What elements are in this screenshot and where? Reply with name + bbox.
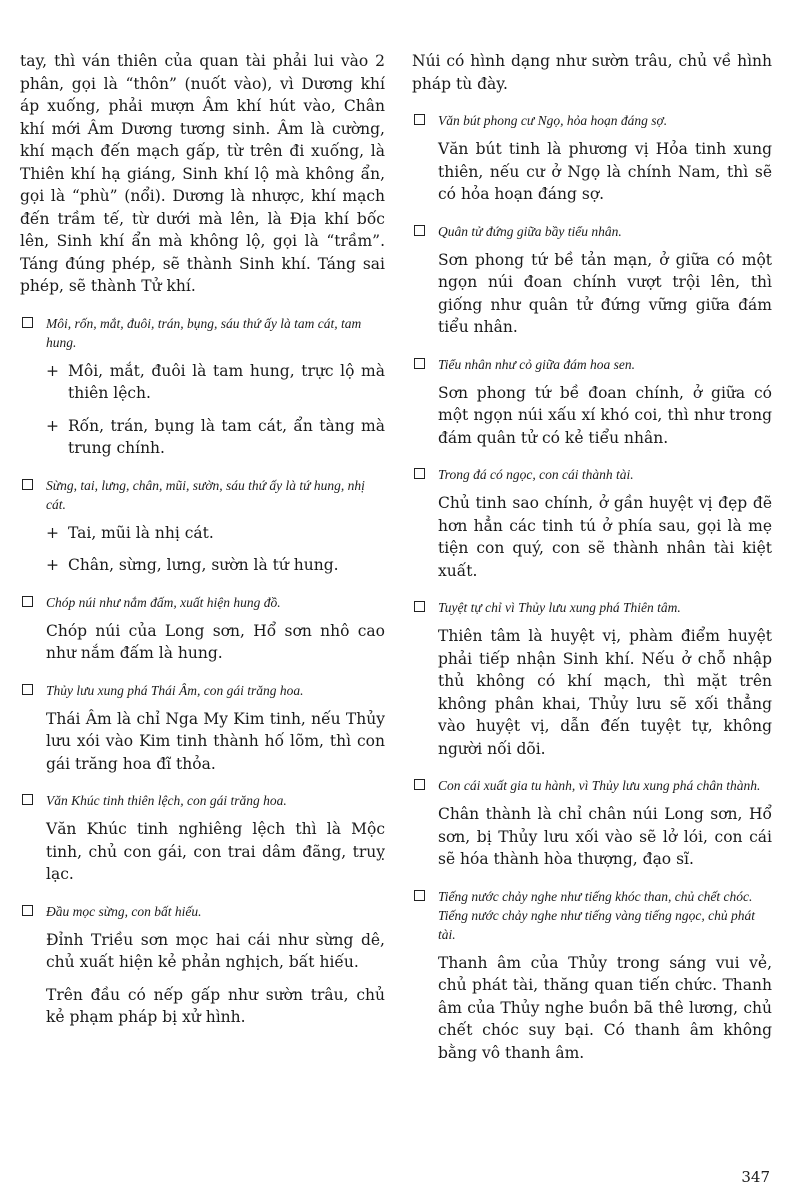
item-heading: Quân tử đứng giữa bầy tiểu nhân.	[438, 223, 622, 239]
left-item-4	[20, 681, 385, 776]
checkbox-square-icon	[414, 601, 425, 612]
item-heading: Đầu mọc sừng, con bất hiếu.	[46, 903, 202, 919]
checkbox-square-icon	[22, 317, 33, 328]
plus-icon: +	[46, 361, 59, 380]
right-item-4	[412, 465, 772, 582]
left-item-6	[20, 902, 385, 1029]
checkbox-square-icon	[414, 468, 425, 479]
bullet-text: Rốn, trán, bụng là tam cát, ẩn tàng mà trung chính.	[68, 416, 385, 457]
checkbox-square-icon	[414, 358, 425, 369]
bullet-text: Tai, mũi là nhị cát.	[68, 523, 214, 542]
item-heading: Chóp núi như nắm đấm, xuất hiện hung đồ.	[46, 594, 281, 610]
right-column	[412, 50, 772, 1074]
plus-bullet	[46, 415, 385, 460]
item-heading: Trong đá có ngọc, con cái thành tài.	[438, 467, 634, 482]
checkbox-square-icon	[414, 890, 425, 901]
item-heading: Văn Khúc tinh thiên lệch, con gái trăng hoa.	[46, 793, 287, 808]
item-heading: Thủy lưu xung phá Thái Âm, con gái trăng hoa.	[46, 682, 304, 698]
right-item-7	[412, 887, 772, 1065]
item-paragraph: Chóp núi của Long sơn, Hổ sơn nhô cao như nắm đấm là hung.	[46, 621, 385, 662]
checkbox-square-icon	[414, 779, 425, 790]
item-paragraph: Đỉnh Triều sơn mọc hai cái như sừng dê, chủ xuất hiện kẻ phản nghịch, bất hiếu.	[46, 930, 385, 971]
right-item-3	[412, 355, 772, 450]
checkbox-square-icon	[22, 905, 33, 916]
left-item-2	[20, 476, 385, 577]
plus-bullet	[46, 360, 385, 405]
left-item-1	[20, 314, 385, 460]
plus-icon: +	[46, 556, 59, 574]
checkbox-square-icon	[22, 596, 33, 607]
checkbox-square-icon	[22, 479, 33, 490]
left-column	[20, 50, 385, 1039]
checkbox-square-icon	[414, 114, 425, 125]
bullet-text: Môi, mắt, đuôi là tam hung, trực lộ mà thiên lệch.	[68, 361, 385, 402]
right-item-5	[412, 598, 772, 760]
item-paragraph: Sơn phong tứ bề đoan chính, ở giữa có một ngọn núi xấu xí khó coi, thì như trong đám quân tử có kẻ tiểu nhân.	[438, 383, 772, 447]
item-paragraph: Trên đầu có nếp gấp như sườn trâu, chủ kẻ phạm pháp bị xử hình.	[46, 985, 385, 1026]
plus-bullet	[46, 522, 385, 545]
item-heading: Văn bút phong cư Ngọ, hỏa hoạn đáng sợ.	[438, 113, 668, 128]
plus-icon: +	[46, 523, 59, 542]
right-intro-paragraph: Núi có hình dạng như sườn trâu, chủ về hình pháp tù đày.	[412, 52, 772, 93]
plus-bullet	[46, 554, 385, 577]
item-paragraph: Chân thành là chỉ chân núi Long sơn, Hổ sơn, bị Thủy lưu xối vào sẽ lở lói, con cái sẽ hóa thành hòa thượng, đạo sĩ.	[438, 805, 772, 868]
item-paragraph: Văn bút tinh là phương vị Hỏa tinh xung thiên, nếu cư ở Ngọ là chính Nam, thì sẽ có hỏa hoạn đáng sợ.	[438, 140, 772, 203]
item-paragraph: Thái Âm là chỉ Nga My Kim tinh, nếu Thủy lưu xói vào Kim tinh thành hố lõm, thì con gái trăng hoa đĩ thỏa.	[46, 709, 385, 773]
item-heading: Tuyệt tự chỉ vì Thủy lưu xung phá Thiên tâm.	[438, 600, 681, 615]
right-item-1	[412, 111, 772, 206]
left-item-3	[20, 593, 385, 665]
page-number: 347	[741, 1167, 770, 1186]
checkbox-square-icon	[414, 225, 425, 236]
item-paragraph: Sơn phong tứ bề tản mạn, ở giữa có một ngọn núi đoan chính vượt trội lên, thì giống như quân tử đứng vững giữa đám tiểu nhân.	[438, 250, 772, 336]
right-item-2	[412, 222, 772, 339]
checkbox-square-icon	[22, 794, 33, 805]
item-paragraph: Thanh âm của Thủy trong sáng vui vẻ, chủ phát tài, thăng quan tiến chức. Thanh âm của Thủy nghe buồn bã thê lương, chủ chết chóc suy bại. Có thanh âm không bằng vô thanh âm.	[438, 953, 772, 1062]
bullet-text: Chân, sừng, lưng, sườn là tứ hung.	[68, 556, 339, 574]
left-intro-paragraph: tay, thì ván thiên của quan tài phải lui vào 2 phân, gọi là “thôn” (nuốt vào), vì Dương khí áp xuống, phải mượn Âm khí hút vào, Chân khí mới Âm Dương tương sinh. Âm là cường, khí mạch đến mạch gấp, từ trên đi xuống, là Thiên khí hạ giáng, Sinh khí lộ mà không ẩn, gọi là “phù” (nổi). Dương là nhược, khí mạch đến trầm tế, từ dưới mà lên, là Địa khí bốc lên, Sinh khí ẩn mà không lộ, gọi là “trầm”. Táng đúng phép, sẽ thành Sinh khí. Táng sai phép, sẽ thành Tử khí.	[20, 52, 385, 295]
item-paragraph: Chủ tinh sao chính, ở gần huyệt vị đẹp đẽ hơn hẳn các tinh tú ở phía sau, gọi là mẹ tiện con quý, con sẽ thành nhân tài kiệt xuất.	[438, 494, 772, 580]
checkbox-square-icon	[22, 684, 33, 695]
left-item-5	[20, 791, 385, 886]
item-heading: Tiếng nước chảy nghe như tiếng khóc than, chủ chết chóc. Tiếng nước chảy nghe như tiếng vàng tiếng ngọc, chủ phát tài.	[438, 888, 755, 942]
item-heading: Sừng, tai, lưng, chân, mũi, sườn, sáu thứ ấy là tứ hung, nhị cát.	[46, 477, 365, 512]
item-heading: Con cái xuất gia tu hành, vì Thủy lưu xung phá chân thành.	[438, 778, 761, 793]
plus-icon: +	[46, 416, 59, 435]
item-paragraph: Văn Khúc tinh nghiêng lệch thì là Mộc tinh, chủ con gái, con trai dâm đãng, truỵ lạc.	[46, 820, 385, 883]
right-item-6	[412, 776, 772, 871]
item-paragraph: Thiên tâm là huyệt vị, phàm điểm huyệt phải tiếp nhận Sinh khí. Nếu ở chỗ nhập thủ không có khí mạch, thì mặt trên không phân khai, Thủy lưu sẽ xối thẳng vào huyệt vị, dẫn đến tuyệt tự, không người nối dõi.	[438, 627, 772, 758]
item-heading: Tiểu nhân như cỏ giữa đám hoa sen.	[438, 356, 635, 372]
item-heading: Môi, rốn, mắt, đuôi, trán, bụng, sáu thứ ấy là tam cát, tam hung.	[46, 315, 362, 350]
